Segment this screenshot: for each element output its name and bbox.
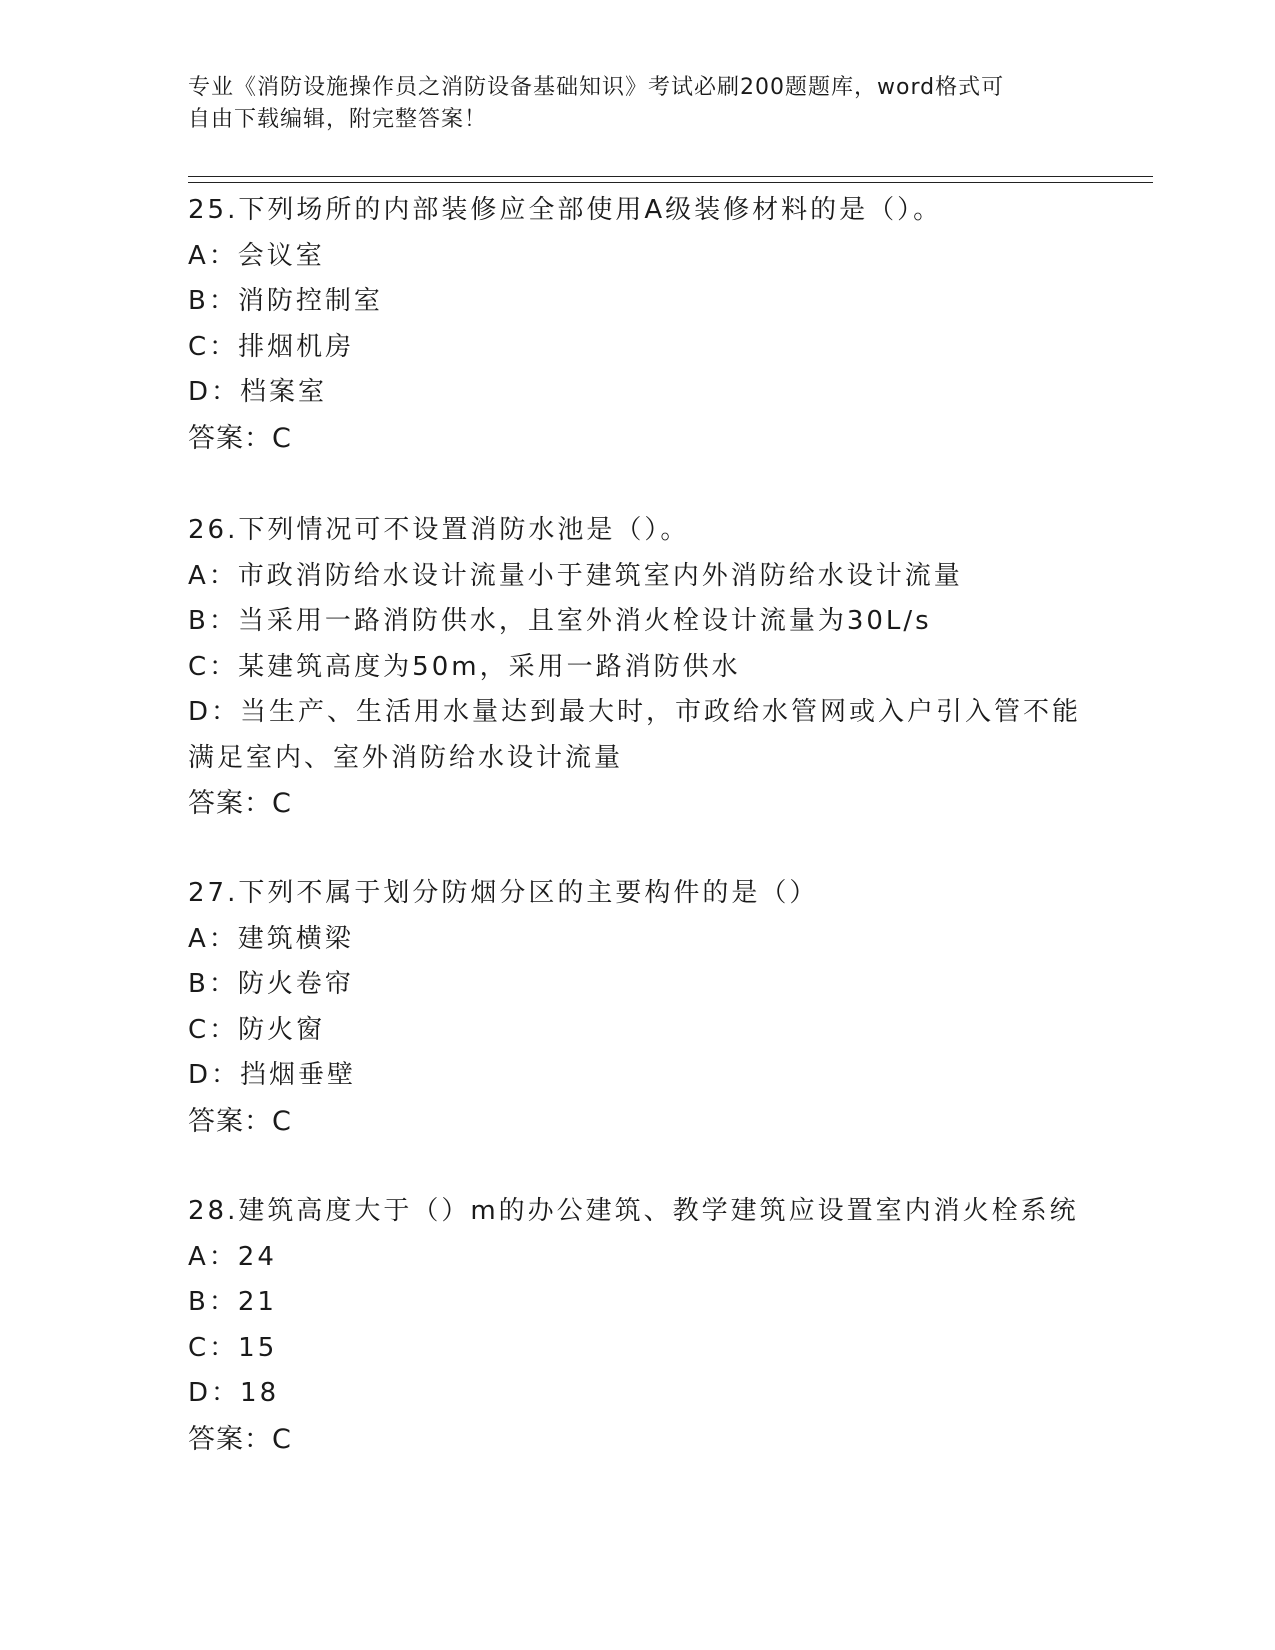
- answer: 答案：C: [188, 422, 292, 454]
- answer: 答案：C: [188, 788, 292, 819]
- option-d: D：当生产、生活用水量达到最大时，市政给水管网或入户引入管不能: [188, 697, 1082, 727]
- option-a: A：24: [188, 1241, 277, 1272]
- option-a: A：会议室: [188, 240, 325, 271]
- option-a: A：市政消防给水设计流量小于建筑室内外消防给水设计流量: [188, 560, 963, 591]
- option-d: D：挡烟垂壁: [188, 1060, 357, 1090]
- document-header: [188, 72, 1068, 136]
- option-c: C：排烟机房: [188, 331, 355, 362]
- answer: 答案：C: [188, 1105, 292, 1137]
- option-d: D：档案室: [188, 377, 328, 407]
- header-line-2: 自由下载编辑，附完整答案！: [188, 107, 488, 132]
- option-b: B：21: [188, 1287, 277, 1317]
- question-text: 26.下列情况可不设置消防水池是（）。: [188, 515, 690, 545]
- option-c: C：防火窗: [188, 1014, 326, 1045]
- header-line-1: 专业《消防设施操作员之消防设备基础知识》考试必刷200题题库，word格式可: [188, 75, 1005, 100]
- question-text: 28.建筑高度大于（）m的办公建筑、教学建筑应设置室内消火栓系统: [188, 1196, 1079, 1226]
- option-b: B：消防控制室: [188, 286, 383, 316]
- question-27: [188, 871, 1088, 1144]
- question-text: 25.下列场所的内部装修应全部使用A级装修材料的是（）。: [188, 195, 943, 225]
- option-a: A：建筑横梁: [188, 923, 354, 954]
- option-d-continued: 满足室内、室外消防给水设计流量: [188, 742, 624, 773]
- option-b: B：当采用一路消防供水，且室外消火栓设计流量为30L/s: [188, 606, 932, 636]
- option-c: C：15: [188, 1332, 278, 1363]
- answer: 答案：C: [188, 1423, 292, 1455]
- option-b: B：防火卷帘: [188, 969, 354, 999]
- option-d: D：18: [188, 1378, 280, 1408]
- question-text: 27.下列不属于划分防烟分区的主要构件的是（）: [188, 878, 819, 908]
- question-26: [188, 508, 1088, 827]
- question-25: [188, 188, 1088, 461]
- header-divider-top: [188, 176, 1153, 177]
- question-28: [188, 1189, 1088, 1462]
- option-c: C：某建筑高度为50m，采用一路消防供水: [188, 651, 741, 682]
- header-divider-bottom: [188, 182, 1153, 183]
